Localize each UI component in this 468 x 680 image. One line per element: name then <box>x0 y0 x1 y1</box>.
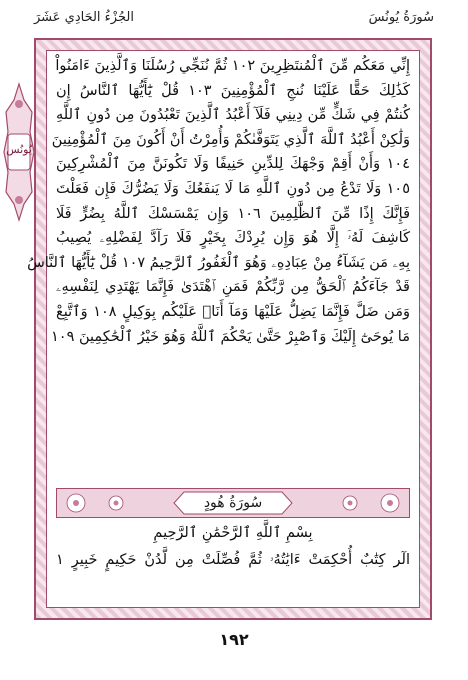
verse-line: إِنِّي مَعَكُم مِّنَ ٱلْمُنتَظِرِينَ ١٠٢ ثُمَّ نُنَجِّي رُسُلَنَا وَٱلَّذِينَ ءَامَنُواْ <box>55 58 410 74</box>
verse-line: الٓر كِتَٰبٌ أُحْكِمَتْ ءَايَٰتُهُۥ ثُمَّ فُصِّلَتْ مِن لَّدُنْ حَكِيمٍ خَبِيرٍ ١ <box>56 552 410 568</box>
quran-text-block <box>27 54 411 349</box>
margin-surah-label: يُونُس <box>6 143 32 156</box>
verse-line: بِهِۦ مَن يَشَآءُ مِنْ عِبَادِهِۦ وَهُوَ ٱلْغَفُورُ ٱلرَّحِيمُ ١٠٧ قُلْ يَٰٓأَيُّهَا ٱلنَّاسُ <box>27 254 410 271</box>
verse-line: كُنتُمْ فِي شَكٍّ مِّن دِينِي فَلَآ أَعْبُدُ ٱلَّذِينَ تَعْبُدُونَ مِن دُونِ ٱللَّهِ <box>56 107 410 124</box>
verse-line: كَاشِفَ لَهُۥٓ إِلَّا هُوَ وَإِن يُرِدْكَ بِخَيْرٍ فَلَا رَآدَّ لِفَضْلِهِۦ يُصِيبُ <box>56 230 410 247</box>
verse-line: قَدْ جَآءَكُمُ ٱلْحَقُّ مِن رَّبِّكُمْ فَمَنِ ٱهْتَدَىٰ فَإِنَّمَا يَهْتَدِي لِنَفْسِهِۦ <box>56 279 410 296</box>
header-juz-name: الجُزْءُ الحَادِي عَشَرَ <box>34 10 134 25</box>
verse-line: كَذَٰلِكَ حَقًّا عَلَيْنَا نُنجِ ٱلْمُؤْمِنِينَ ١٠٣ قُلْ يَٰٓأَيُّهَا ٱلنَّاسُ إِن <box>56 82 411 99</box>
verse-line: وَلَٰكِنْ أَعْبُدُ ٱللَّهَ ٱلَّذِي يَتَوَفَّىٰكُمْ وَأُمِرْتُ أَنْ أَكُونَ مِنَ ٱلْمُؤْمِنِينَ <box>51 131 410 148</box>
verse-line: ١٠٤ وَأَنْ أَقِمْ وَجْهَكَ لِلدِّينِ حَنِيفًا وَلَا تَكُونَنَّ مِنَ ٱلْمُشْرِكِينَ <box>56 156 410 173</box>
verse-line: فَإِنَّكَ إِذًا مِّنَ ٱلظَّٰلِمِينَ ١٠٦ وَإِن يَمْسَسْكَ ٱللَّهُ بِضُرٍّ فَلَا <box>56 205 410 222</box>
verse-line: وَمَن ضَلَّ فَإِنَّمَا يَضِلُّ عَلَيْهَا وَمَآ أَنَا۠ عَلَيْكُم بِوَكِيلٍ ١٠٨ وَٱتَّبِعْ <box>56 303 410 320</box>
surah-title: سُورَةُ هُودٍ <box>203 495 263 511</box>
verse-line: مَا يُوحَىٰٓ إِلَيْكَ وَٱصْبِرْ حَتَّىٰ يَحْكُمَ ٱللَّهُ وَهُوَ خَيْرُ ٱلْحَٰكِمِينَ ١٠٩ <box>51 328 410 345</box>
header-surah-name: سُورَةُ يُونُسَ <box>368 10 434 25</box>
basmala: بِسْمِ ٱللَّهِ ٱلرَّحْمَٰنِ ٱلرَّحِيمِ <box>153 525 313 541</box>
page-number: ١٩٢ <box>219 630 249 649</box>
verse-line: ١٠٥ وَلَا تَدْعُ مِن دُونِ ٱللَّهِ مَا لَا يَنفَعُكَ وَلَا يَضُرُّكَ فَإِن فَعَلْتَ <box>56 180 410 197</box>
